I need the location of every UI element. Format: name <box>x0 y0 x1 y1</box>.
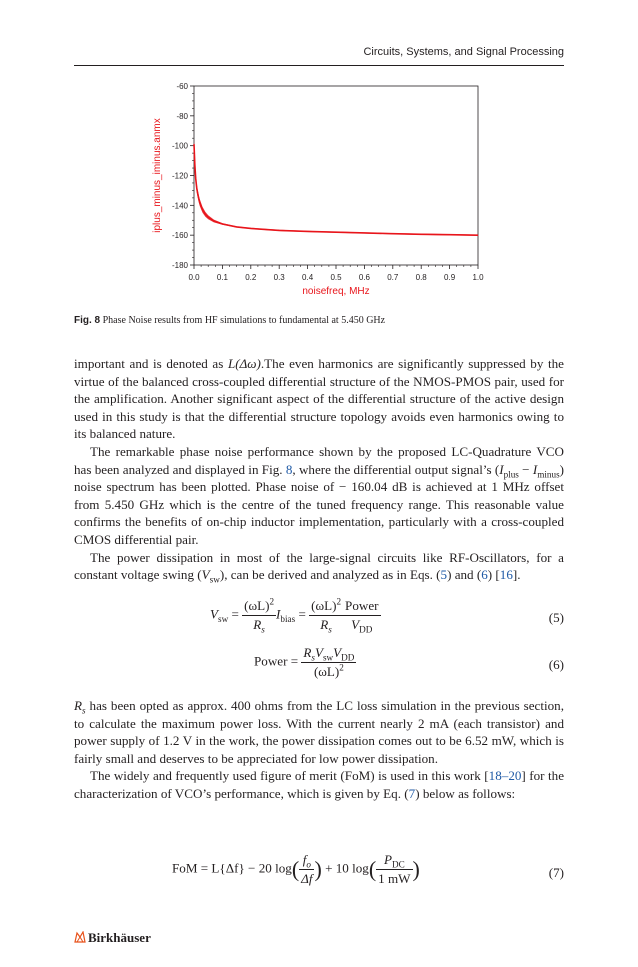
p2-i-plus: I <box>499 461 504 477</box>
y-tick-label: -140 <box>171 201 188 211</box>
eq7-f1-num-sub: o <box>306 859 311 870</box>
series-point <box>196 189 197 190</box>
eq7-paren-close-1: ) <box>314 856 322 882</box>
eq7-lhs: FoM <box>172 860 198 876</box>
eq6-den-sup: 2 <box>339 662 344 673</box>
series-point <box>478 235 479 236</box>
eq5-v-sub: sw <box>218 614 229 625</box>
eq6-num-vdd-sub: DD <box>341 652 355 663</box>
figure-caption-text: Phase Noise results from HF simulations to fundamental at 5.450 GHz <box>102 315 386 326</box>
publisher-name: Birkhäuser <box>88 930 151 945</box>
series-point <box>194 165 195 166</box>
eq6-equals: = <box>287 653 302 669</box>
x-tick-label: 0.9 <box>444 273 456 282</box>
eq7-term-1: L{Δf} − 20 log <box>211 860 292 876</box>
p1-text-a: important and is denoted as <box>74 356 228 371</box>
p3-v-sub: sw <box>209 574 220 585</box>
p2-sub-minus: minus <box>537 469 560 480</box>
paragraph-4 <box>74 697 564 767</box>
series-point <box>364 233 365 234</box>
series-point <box>208 217 209 218</box>
publisher-logo <box>74 930 151 946</box>
x-tick-label: 0.2 <box>245 273 257 282</box>
plot-frame <box>194 86 478 265</box>
x-tick-label: 0.1 <box>216 273 228 282</box>
eq-5-link[interactable]: 5 <box>440 567 448 583</box>
birkhauser-logo-icon <box>74 931 86 943</box>
body-text-block-1 <box>74 355 564 584</box>
p2-minus: − <box>518 461 533 477</box>
paragraph-1 <box>74 355 564 443</box>
eq5-f1-den-sub: s <box>261 624 265 635</box>
p2-text-b: , where the differential output signal’s ( <box>292 461 500 477</box>
series-point <box>392 233 393 234</box>
x-tick-label: 1.0 <box>472 273 484 282</box>
eq5-frac-2 <box>309 598 343 633</box>
y-tick-label: -100 <box>171 141 188 151</box>
p4-r: R <box>74 698 82 713</box>
series-point <box>307 231 308 232</box>
eq6-num-r-sub: s <box>311 652 315 663</box>
eq6-num-v-sub: sw <box>322 652 334 663</box>
series-point <box>279 230 280 231</box>
equation-7 <box>74 852 564 898</box>
eq7-equals: = <box>197 860 212 876</box>
p3-text-c: ) and ( <box>447 567 482 583</box>
eq5-f1-num: (ωL) <box>244 598 270 613</box>
p2-text-a: The remarkable phase noise performance shown by the proposed LC-Quadrature VCO has been analyzed and displayed in Fig. <box>74 443 564 477</box>
eq5-v: V <box>210 606 218 622</box>
y-tick-label: -180 <box>171 261 188 270</box>
eq5-number: (5) <box>548 610 564 625</box>
series-point <box>199 202 200 203</box>
p2-sub-plus: plus <box>503 469 519 480</box>
eq7-paren-close-2: ) <box>412 856 420 882</box>
figure-label: Fig. 8 <box>74 315 101 326</box>
eq7-number: (7) <box>548 865 564 880</box>
p3-v: V <box>201 567 210 583</box>
eq7-f2-num-sub: DC <box>391 859 405 870</box>
x-axis-title: noisefreq, MHz <box>302 286 370 297</box>
eq6-num-v: V <box>314 645 323 660</box>
eq5-f3-den-sub: DD <box>359 624 373 635</box>
eq7-paren-open-2: ( <box>368 856 377 882</box>
eq7-paren-open-1: ( <box>291 856 300 882</box>
equation-6 <box>74 645 564 689</box>
eq5-f2-num: (ωL) <box>311 598 337 613</box>
p3-text-e: ]. <box>512 567 521 583</box>
eq6-num-r: R <box>303 645 312 660</box>
eq5-equals-2: = <box>295 606 310 622</box>
eq5-i-sub: bias <box>280 614 296 625</box>
series-line <box>194 144 478 235</box>
ref-16-link[interactable]: 16 <box>499 567 513 583</box>
x-tick-label: 0.7 <box>387 273 399 282</box>
paragraph-5 <box>74 767 564 802</box>
figure-caption <box>74 314 564 327</box>
p5-text-c: ) below as follows: <box>415 785 516 801</box>
series-point <box>213 221 214 222</box>
phase-noise-chart <box>0 0 638 315</box>
x-tick-label: 0.0 <box>188 273 200 282</box>
p5-text-a: The widely and frequently used figure of merit (FoM) is used in this work [ <box>90 768 489 784</box>
eq5-f1-sup: 2 <box>269 596 275 607</box>
p2-i-minus: I <box>532 461 538 477</box>
series-point <box>195 178 196 179</box>
eq5-f2-sup: 2 <box>336 596 342 607</box>
eq-6-link[interactable]: 6 <box>481 567 488 583</box>
eq6-lhs: Power <box>254 653 288 669</box>
p4-text: has been opted as approx. 400 ohms from the LC loss simulation in the previous section, to calculate the maximum power loss. With the current nearly 2 mA (each transistor) and power supply of 1.2 V in the work, the power dissipation comes out to be 6.52 mW, which is fairly small and deserves to be appreciated for low power dissipation. <box>74 698 564 766</box>
figure-8-link[interactable]: 8 <box>285 461 293 477</box>
eq6-num-vdd: V <box>333 645 342 660</box>
p5-text-b: ] for the characterization of VCO’s performance, which is given by Eq. ( <box>74 768 565 801</box>
p3-text-a: The power dissipation in most of the large-signal circuits like RF-Oscillators, for a constant voltage swing ( <box>74 549 564 583</box>
eq6-frac <box>301 645 356 680</box>
eq7-frac-1 <box>299 852 314 887</box>
series-point <box>236 227 237 228</box>
eq5-frac-1 <box>242 598 276 633</box>
p3-text-d: ) [ <box>487 567 500 583</box>
y-tick-label: -60 <box>176 82 188 91</box>
figure-8 <box>0 0 638 315</box>
body-text-block-2 <box>74 697 564 803</box>
eq5-i: I <box>276 606 281 622</box>
x-tick-label: 0.4 <box>302 273 314 282</box>
chart-svg <box>0 0 638 310</box>
y-axis-title: iplus_minus_iminus.anmx <box>152 118 163 233</box>
series-point <box>202 209 203 210</box>
eq6-number: (6) <box>548 657 564 672</box>
series-point <box>250 228 251 229</box>
paragraph-2 <box>74 443 564 549</box>
p1-symbol-l: L(Δω) <box>227 356 261 371</box>
x-tick-label: 0.5 <box>330 273 342 282</box>
series-noise-band <box>194 139 478 236</box>
y-tick-label: -120 <box>171 171 188 181</box>
y-tick-label: -80 <box>176 111 188 121</box>
eq5-f2-den-sub: s <box>328 624 332 635</box>
p1-text-c: .The even harmonics are significantly suppressed by the virtue of the balanced cross-coupled differential structure of the NMOS-PMOS pair, used for the amplification. Another significant aspect of the differential structure of the active design used in this study is that the differential structure topology avoids even harmonics owing to its balanced nature. <box>74 356 564 442</box>
series-point <box>421 234 422 235</box>
eq7-term-2: + 10 log <box>321 860 369 876</box>
eq7-frac-2 <box>376 852 412 887</box>
x-tick-label: 0.3 <box>273 273 285 282</box>
eq-7-link[interactable]: 7 <box>408 785 416 801</box>
x-tick-label: 0.8 <box>415 273 427 282</box>
eq5-f3-num: Power <box>343 598 380 616</box>
eq5-f1-den: R <box>253 617 262 632</box>
series-point <box>222 224 223 225</box>
running-head: Circuits, Systems, and Signal Processing <box>363 46 564 58</box>
eq7-f1-den: Δf <box>301 871 313 886</box>
series-point <box>198 196 199 197</box>
x-tick-label: 0.6 <box>358 273 370 282</box>
equation-5 <box>74 598 564 642</box>
y-tick-label: -160 <box>171 231 188 241</box>
eq7-f2-den: 1 mW <box>378 871 411 886</box>
eq7-f2-num: P <box>383 852 392 867</box>
series-point <box>205 214 206 215</box>
series-point <box>336 232 337 233</box>
p2-text-c: ) noise spectrum has been plotted. Phase noise of − 160.04 dB is achieved at 1 MHz offset from 5.450 GHz which is the centre of the tuned frequency range. This reasonable value confirms the benefits of on-chip inductor implementation, particularly with a cross-coupled CMOS differential pair. <box>74 461 565 547</box>
eq5-equals: = <box>228 606 243 622</box>
paragraph-3 <box>74 549 564 584</box>
p3-text-b: ), can be derived and analyzed as in Eqs. ( <box>219 567 441 583</box>
series-point <box>194 144 195 145</box>
eq5-f3-den: V <box>351 617 360 632</box>
ref-18-20-link[interactable]: 18–20 <box>488 768 522 784</box>
eq5-f2-den: R <box>320 617 329 632</box>
eq6-den: (ωL) <box>313 664 340 679</box>
series-point <box>449 234 450 235</box>
eq7-f1-num: f <box>302 852 307 867</box>
p4-r-sub: s <box>82 705 86 716</box>
eq5-frac-3 <box>343 598 380 633</box>
